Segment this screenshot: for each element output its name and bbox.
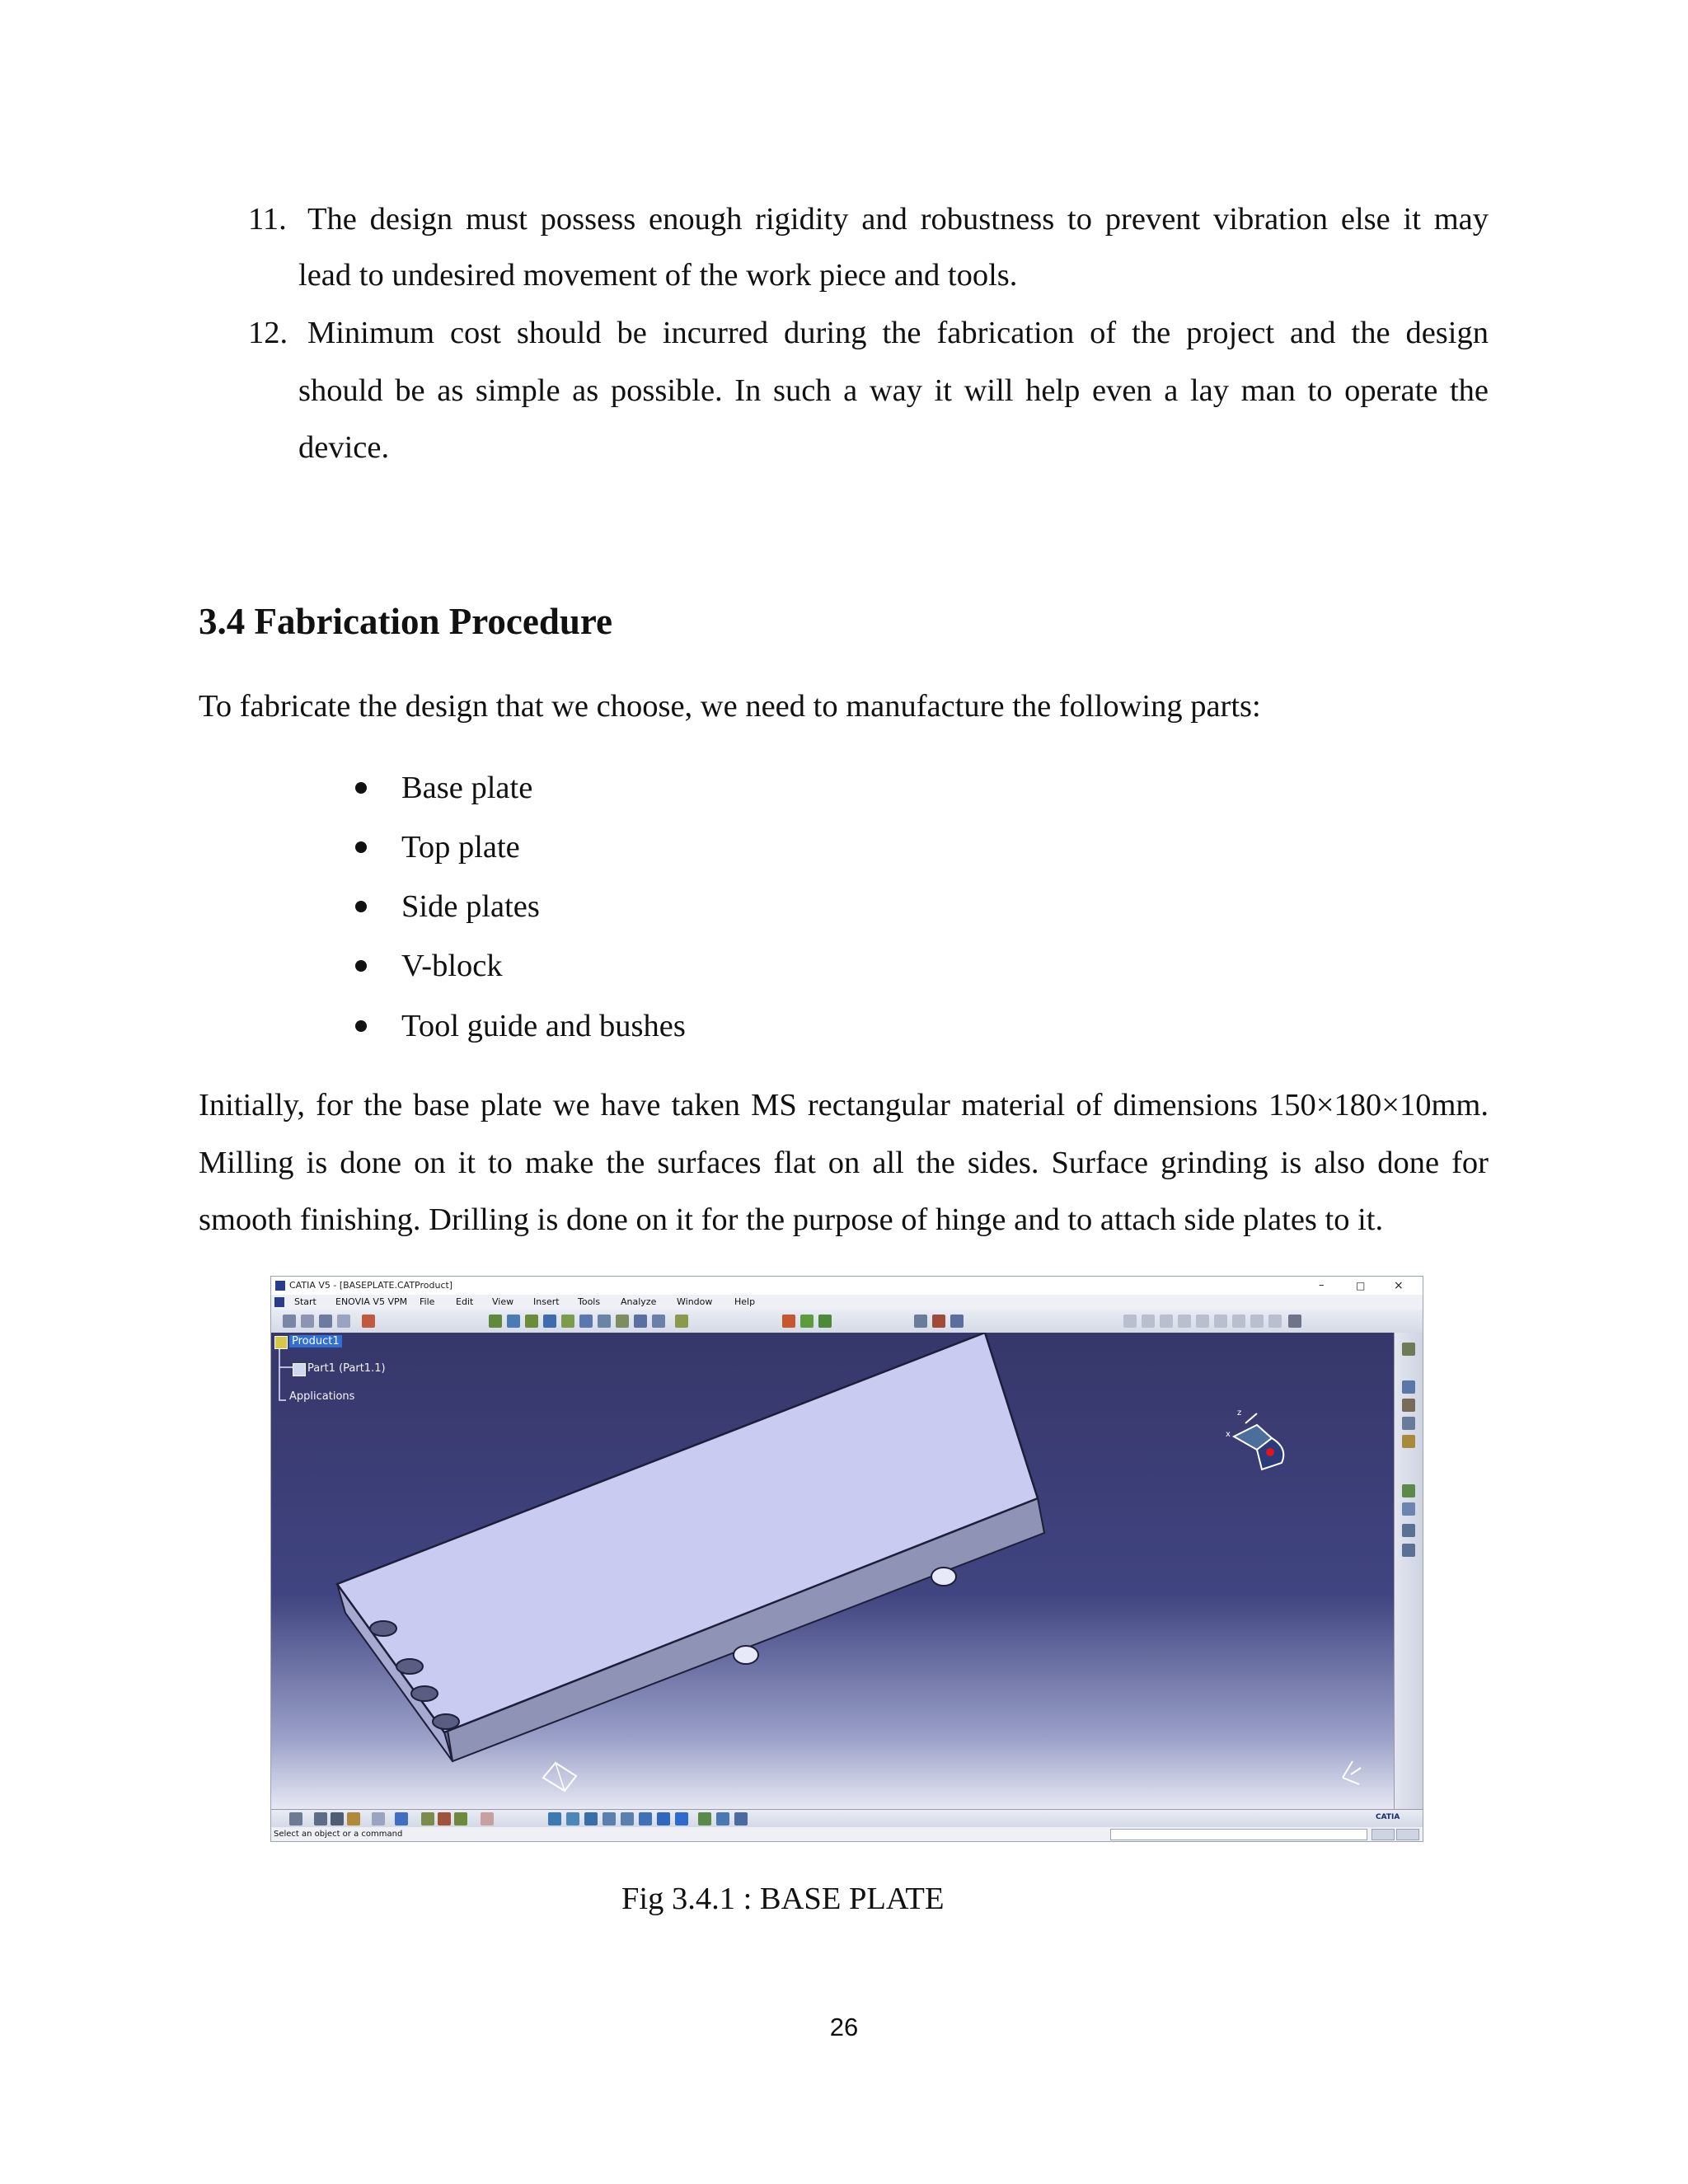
menu-help[interactable]: Help [734,1296,756,1307]
list-line: device. [298,430,390,465]
multi-view-icon[interactable] [657,1812,670,1825]
list-number: 12. [248,316,288,350]
document-icon [274,1297,284,1307]
assembly-icon[interactable] [616,1315,629,1328]
rotate-icon[interactable] [584,1812,598,1825]
catia-logo: CATIA [1376,1813,1400,1821]
list-line: Minimum cost should be incurred during the fabrication of the project and the design [307,316,1489,350]
open-icon[interactable] [301,1315,314,1328]
tool-icon[interactable] [1402,1502,1415,1516]
tool-icon[interactable] [331,1812,344,1825]
status-text: Select an object or a command [274,1830,403,1839]
tool-icon[interactable] [347,1812,360,1825]
tool-icon[interactable] [454,1812,467,1825]
maximize-button[interactable]: □ [1356,1280,1366,1291]
measure-icon[interactable] [1160,1315,1173,1328]
tool-icon[interactable] [421,1812,434,1825]
assembly-icon[interactable] [561,1315,574,1328]
right-toolbar [1394,1333,1423,1809]
assembly-icon[interactable] [652,1315,665,1328]
measure-icon[interactable] [1250,1315,1264,1328]
top-toolbar [271,1310,1423,1333]
tool-icon[interactable] [1402,1399,1415,1412]
undo-icon[interactable] [362,1315,375,1328]
bottom-toolbar [271,1809,1423,1828]
compass-icon [1234,1413,1283,1469]
list-item-text: Tool guide and bushes [401,1009,686,1043]
measure-icon[interactable] [1288,1315,1301,1328]
shading-icon[interactable] [698,1812,711,1825]
menu-enovia[interactable]: ENOVIA V5 VPM [335,1296,408,1307]
minimize-button[interactable]: – [1319,1279,1325,1291]
tree-node-product[interactable]: Product1 [289,1335,342,1347]
status-bar [271,1827,1423,1841]
list-line: lead to undesired movement of the work piece and tools. [298,258,1018,293]
command-input[interactable] [1110,1829,1367,1840]
measure-icon[interactable] [1178,1315,1191,1328]
menu-window[interactable]: Window [677,1296,713,1307]
menu-start[interactable]: Start [294,1296,316,1307]
normal-view-icon[interactable] [639,1812,652,1825]
assembly-icon[interactable] [598,1315,611,1328]
print-icon[interactable] [337,1315,350,1328]
menu-bar [271,1295,1423,1310]
fit-all-icon[interactable] [548,1812,561,1825]
list-item-text: Top plate [401,830,520,865]
menu-analyze[interactable]: Analyze [621,1296,657,1307]
tool-icon[interactable] [395,1812,408,1825]
part-icon [293,1363,306,1376]
menu-file[interactable]: File [420,1296,435,1307]
tool-icon[interactable] [1402,1380,1415,1394]
window-titlebar [271,1277,1423,1295]
catalog-icon[interactable] [932,1315,945,1328]
measure-icon[interactable] [1214,1315,1227,1328]
assembly-icon[interactable] [543,1315,556,1328]
select-icon[interactable] [289,1812,302,1825]
assembly-icon[interactable] [634,1315,647,1328]
pan-icon[interactable] [566,1812,579,1825]
tool-icon[interactable] [1402,1484,1415,1497]
page-number: 26 [829,2013,859,2041]
swap-view-icon[interactable] [734,1812,748,1825]
iso-view-icon[interactable] [675,1812,688,1825]
section-heading: 3.4 Fabrication Procedure [199,601,613,642]
bullet-icon [355,841,367,853]
catia-screenshot [270,1276,1423,1842]
catalog-icon[interactable] [914,1315,927,1328]
list-line: The design must possess enough rigidity and robustness to prevent vibration else it may [307,202,1489,237]
menu-tools[interactable]: Tools [578,1296,601,1307]
figure-caption: Fig 3.4.1 : BASE PLATE [621,1882,945,1916]
tool-icon[interactable] [372,1812,385,1825]
tool-icon[interactable] [314,1812,327,1825]
bullet-icon [355,901,367,912]
bullet-icon [355,1020,367,1032]
zoom-out-icon[interactable] [621,1812,634,1825]
assembly-icon[interactable] [489,1315,502,1328]
bullet-icon [355,782,367,794]
list-item-text: Side plates [401,889,540,924]
assembly-icon[interactable] [525,1315,538,1328]
assembly-icon[interactable] [579,1315,593,1328]
measure-icon[interactable] [1196,1315,1209,1328]
tool-icon[interactable] [1402,1343,1415,1356]
list-item-text: Base plate [401,771,533,805]
measure-icon[interactable] [1123,1315,1137,1328]
paragraph-line: Initially, for the base plate we have taken MS rectangular material of dimensions 150×180×10mm. [199,1088,1489,1122]
list-number: 11. [248,202,287,237]
save-icon[interactable] [319,1315,332,1328]
tool-icon[interactable] [1402,1544,1415,1557]
list-line: should be as simple as possible. In such a way it will help even a lay man to operate the [298,373,1489,408]
tool-icon[interactable] [1402,1524,1415,1537]
zoom-in-icon[interactable] [603,1812,616,1825]
status-button[interactable] [1396,1829,1419,1840]
menu-edit[interactable]: Edit [456,1296,474,1307]
intro-text: To fabricate the design that we choose, we need to manufacture the following parts: [199,689,1261,724]
compass-z-label: z [1237,1408,1242,1418]
constraint-icon[interactable] [782,1315,795,1328]
catalog-icon[interactable] [950,1315,964,1328]
assembly-icon[interactable] [507,1315,520,1328]
bullet-icon [355,960,367,972]
tool-icon[interactable] [438,1812,451,1825]
menu-insert[interactable]: Insert [533,1296,560,1307]
list-item-text: V-block [401,949,503,983]
assembly-icon[interactable] [675,1315,688,1328]
compass-x-label: x [1226,1430,1231,1439]
app-icon [275,1281,285,1291]
constraint-icon[interactable] [800,1315,814,1328]
product-icon [274,1336,288,1349]
measure-icon[interactable] [1268,1315,1282,1328]
base-plate-model [271,1333,1395,1809]
tool-icon[interactable] [1402,1417,1415,1430]
measure-icon[interactable] [1232,1315,1245,1328]
hide-show-icon[interactable] [716,1812,729,1825]
paragraph-line: Milling is done on it to make the surfaces flat on all the sides. Surface grinding is also done for [199,1146,1489,1180]
close-button[interactable]: × [1394,1279,1404,1292]
3d-viewport[interactable] [271,1333,1395,1809]
new-icon[interactable] [283,1315,296,1328]
tool-icon[interactable] [1402,1435,1415,1448]
paragraph-line: smooth finishing. Drilling is done on it for the purpose of hinge and to attach side plates to it. [199,1202,1384,1237]
constraint-icon[interactable] [818,1315,832,1328]
tree-node-applications[interactable]: Applications [289,1390,355,1403]
measure-icon[interactable] [1142,1315,1155,1328]
window-title: CATIA V5 - [BASEPLATE.CATProduct] [289,1280,453,1291]
menu-view[interactable]: View [492,1296,514,1307]
status-button[interactable] [1372,1829,1395,1840]
tool-icon[interactable] [481,1812,494,1825]
tree-node-part[interactable]: Part1 (Part1.1) [307,1362,386,1375]
